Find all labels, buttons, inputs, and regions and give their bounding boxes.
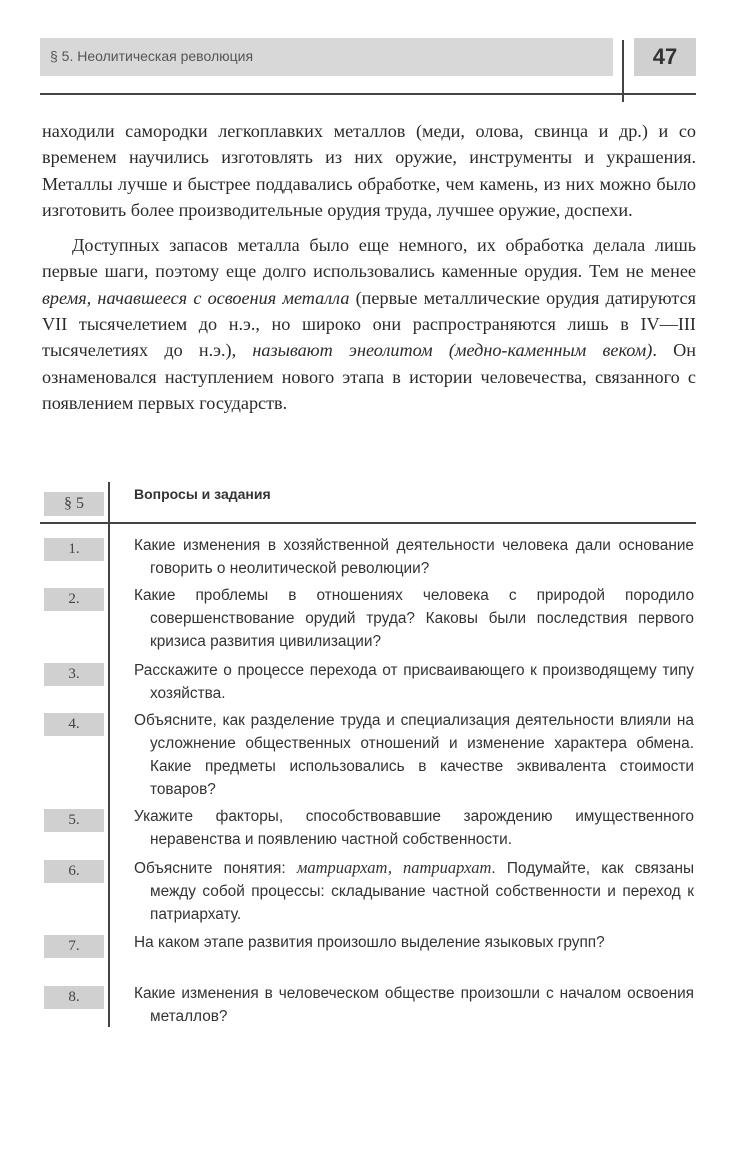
question-text xyxy=(134,709,694,801)
section-tag: § 5 xyxy=(44,492,104,516)
running-header-title: § 5. Неолитическая революция xyxy=(50,48,254,64)
question-text-body: Укажите факторы, способствовавшие зарождению имущественного неравенства и появлению частной собственности. xyxy=(134,808,694,848)
question-text xyxy=(134,805,694,851)
header-rule xyxy=(40,93,696,95)
term-chalcolithic-time: время, начавшееся с освоения металла xyxy=(42,287,350,308)
running-header xyxy=(40,38,613,76)
questions-rule xyxy=(40,522,696,524)
questions-section xyxy=(40,482,700,1042)
term-eneolithic: называют энеолитом (медно-каменным веком) xyxy=(252,340,653,361)
body-text xyxy=(42,118,696,416)
question-number: 1. xyxy=(44,538,104,561)
question-text-body: Какие изменения в хозяйственной деятельности человека дали основание говорить о неолитической революции? xyxy=(134,537,694,577)
question-number: 4. xyxy=(44,713,104,736)
question-text xyxy=(134,856,694,926)
question-text-body: На каком этапе развития произошло выделение языковых групп? xyxy=(134,934,605,951)
question-text-body: Объясните, как разделение труда и специализация деятельности влияли на усложнение общественных отношений и изменение характера обмена. Какие предметы использовались в качестве эквивалента стоимости товаров? xyxy=(134,712,694,798)
question-text-part: . Подумайте, как связаны между собой процессы: складывание частной собственности и переход к патриархату. xyxy=(150,860,695,923)
paragraph-2-text: Доступных запасов металла было еще немного, их обработка делала лишь первые шаги, поэтому еще долго использовались каменные орудия. Тем не менее xyxy=(42,235,696,282)
question-number: 6. xyxy=(44,860,104,883)
question-number: 2. xyxy=(44,588,104,611)
question-text xyxy=(134,584,694,653)
question-term: матриархат, патриархат xyxy=(296,858,492,877)
question-text-body xyxy=(134,856,694,926)
question-text xyxy=(134,534,694,580)
paragraph-2-text: . Он ознаменовался наступлением нового этапа в истории человечества, связанного с появлением первых государств. xyxy=(42,340,696,413)
question-text xyxy=(134,931,694,954)
questions-title: Вопросы и задания xyxy=(134,486,271,502)
questions-vertical-rule xyxy=(108,482,110,1027)
paragraph-2 xyxy=(42,232,696,416)
question-number: 3. xyxy=(44,663,104,686)
question-text-part: Объясните понятия: xyxy=(134,860,297,877)
question-text-body: Расскажите о процессе перехода от присваивающего к производящему типу хозяйства. xyxy=(134,662,694,702)
question-number: 7. xyxy=(44,935,104,958)
page-number: 47 xyxy=(634,38,696,76)
paragraph-2-text: (первые металлические орудия датируются VII тысячелетием до н.э., но широко они распространяются лишь в IV—III тысячелетиях до н.э.), xyxy=(42,287,696,361)
question-number: 5. xyxy=(44,809,104,832)
question-text-body: Какие изменения в человеческом обществе произошли с началом освоения металлов? xyxy=(134,985,694,1025)
question-text xyxy=(134,659,694,705)
question-text-body: Какие проблемы в отношениях человека с природой породило совершенствование орудий труда? Каковы были последствия первого кризиса развития цивилизации? xyxy=(134,587,694,650)
paragraph-1: находили самородки легкоплавких металлов (меди, олова, свинца и др.) и со временем научились изготовлять из них оружие, инструменты и украшения. Металлы лучше и быстрее поддавались обработке, чем камень, из них можно было изготовить более производительные орудия труда, лучшее оружие, доспехи. xyxy=(42,121,696,220)
question-text xyxy=(134,982,694,1028)
question-number: 8. xyxy=(44,986,104,1009)
